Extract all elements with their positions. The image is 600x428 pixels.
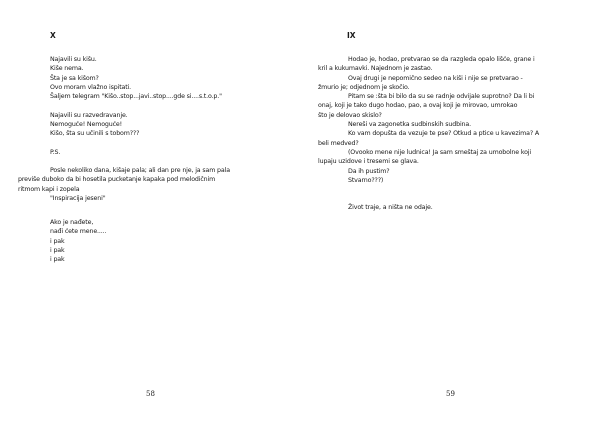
ps-paragraph xyxy=(18,166,230,203)
prose-line: Ko vam dopušta da vezuje te pse? Otkud a ptice u kavezima? A xyxy=(348,130,540,138)
poem-line: Najavili su razvedravanje. xyxy=(50,111,128,119)
closing-text xyxy=(50,218,106,264)
prose-line: Stvarno???) xyxy=(348,176,384,184)
ps-quote: "Inspiracija jeseni" xyxy=(50,194,106,202)
poem-text xyxy=(50,55,222,157)
poem-line: Šta je sa kišom? xyxy=(50,74,99,82)
prose-line: kril a kukumavki. Najednom je zastao. xyxy=(318,65,433,73)
chapter-heading: X xyxy=(50,31,56,40)
closing-line: Ako je nađete, xyxy=(50,219,94,226)
poem-line: Šaljem telegram "Kišo..stop...javi..stop....gde si....s.t.o.p." xyxy=(50,93,222,101)
ps-label: P.S. xyxy=(50,148,61,156)
prose-line: beli medved? xyxy=(318,139,359,147)
closing-line: i pak xyxy=(50,256,65,264)
closing-line: nađi ćete mene..... xyxy=(50,228,107,236)
poem-line: Nemoguće! Nemoguće! xyxy=(50,121,122,129)
right-page xyxy=(300,0,600,428)
prose-line: Da ih pustim? xyxy=(348,167,390,175)
prose-line: onaj, koji je tako dugo hodao, pao, a ovaj koji je mirovao, umrokao xyxy=(318,102,518,110)
closing-line: i pak xyxy=(50,237,65,245)
chapter-heading: IX xyxy=(347,31,356,40)
prose-line: Ovaj drugi je nepomično sedeo na kiši i nije se pretvarao - xyxy=(348,74,523,82)
ps-line: ritmom kapi i zopela xyxy=(18,185,80,193)
poem-line: Kiše nema. xyxy=(50,65,84,73)
page-number: 59 xyxy=(446,390,455,398)
prose-line: žmurio je; odjednom je skočio. xyxy=(318,83,410,91)
final-line: Život traje, a ništa ne odaje. xyxy=(348,204,433,211)
prose-line: Nereši va zagonetka sudbinskih sudbina. xyxy=(348,121,471,129)
prose-line: lupaju uzidove i tresemi se glava. xyxy=(318,158,419,166)
ps-line: previše duboko da bi hosetila pucketanje kapaka pod melodičnim xyxy=(18,176,216,184)
prose-line: Hodao je, hodao, pretvarao se da razgleda opalo lišće, grane i xyxy=(348,56,535,63)
page-number: 58 xyxy=(146,390,155,398)
poem-line: Ovo moram vlažno ispitati. xyxy=(50,83,132,91)
prose-line: (Ovooko mene nije ludnica! Ja sam smeštaj za umobolne koji xyxy=(348,148,532,156)
closing-line: i pak xyxy=(50,246,65,254)
prose-line: Pitam se :šta bi bilo da su se radnje odvijale suprotno? Da li bi xyxy=(348,93,535,101)
prose-text xyxy=(318,55,539,185)
ps-line: Posle nekoliko dana, kišaje pala; ali dan pre nje, ja sam pala xyxy=(50,167,230,174)
poem-line: Kišo, šta su učinili s tobom??? xyxy=(50,130,140,138)
prose-line: što je delovao skislo? xyxy=(318,111,382,119)
poem-line: Najavili su kišu. xyxy=(50,56,97,63)
